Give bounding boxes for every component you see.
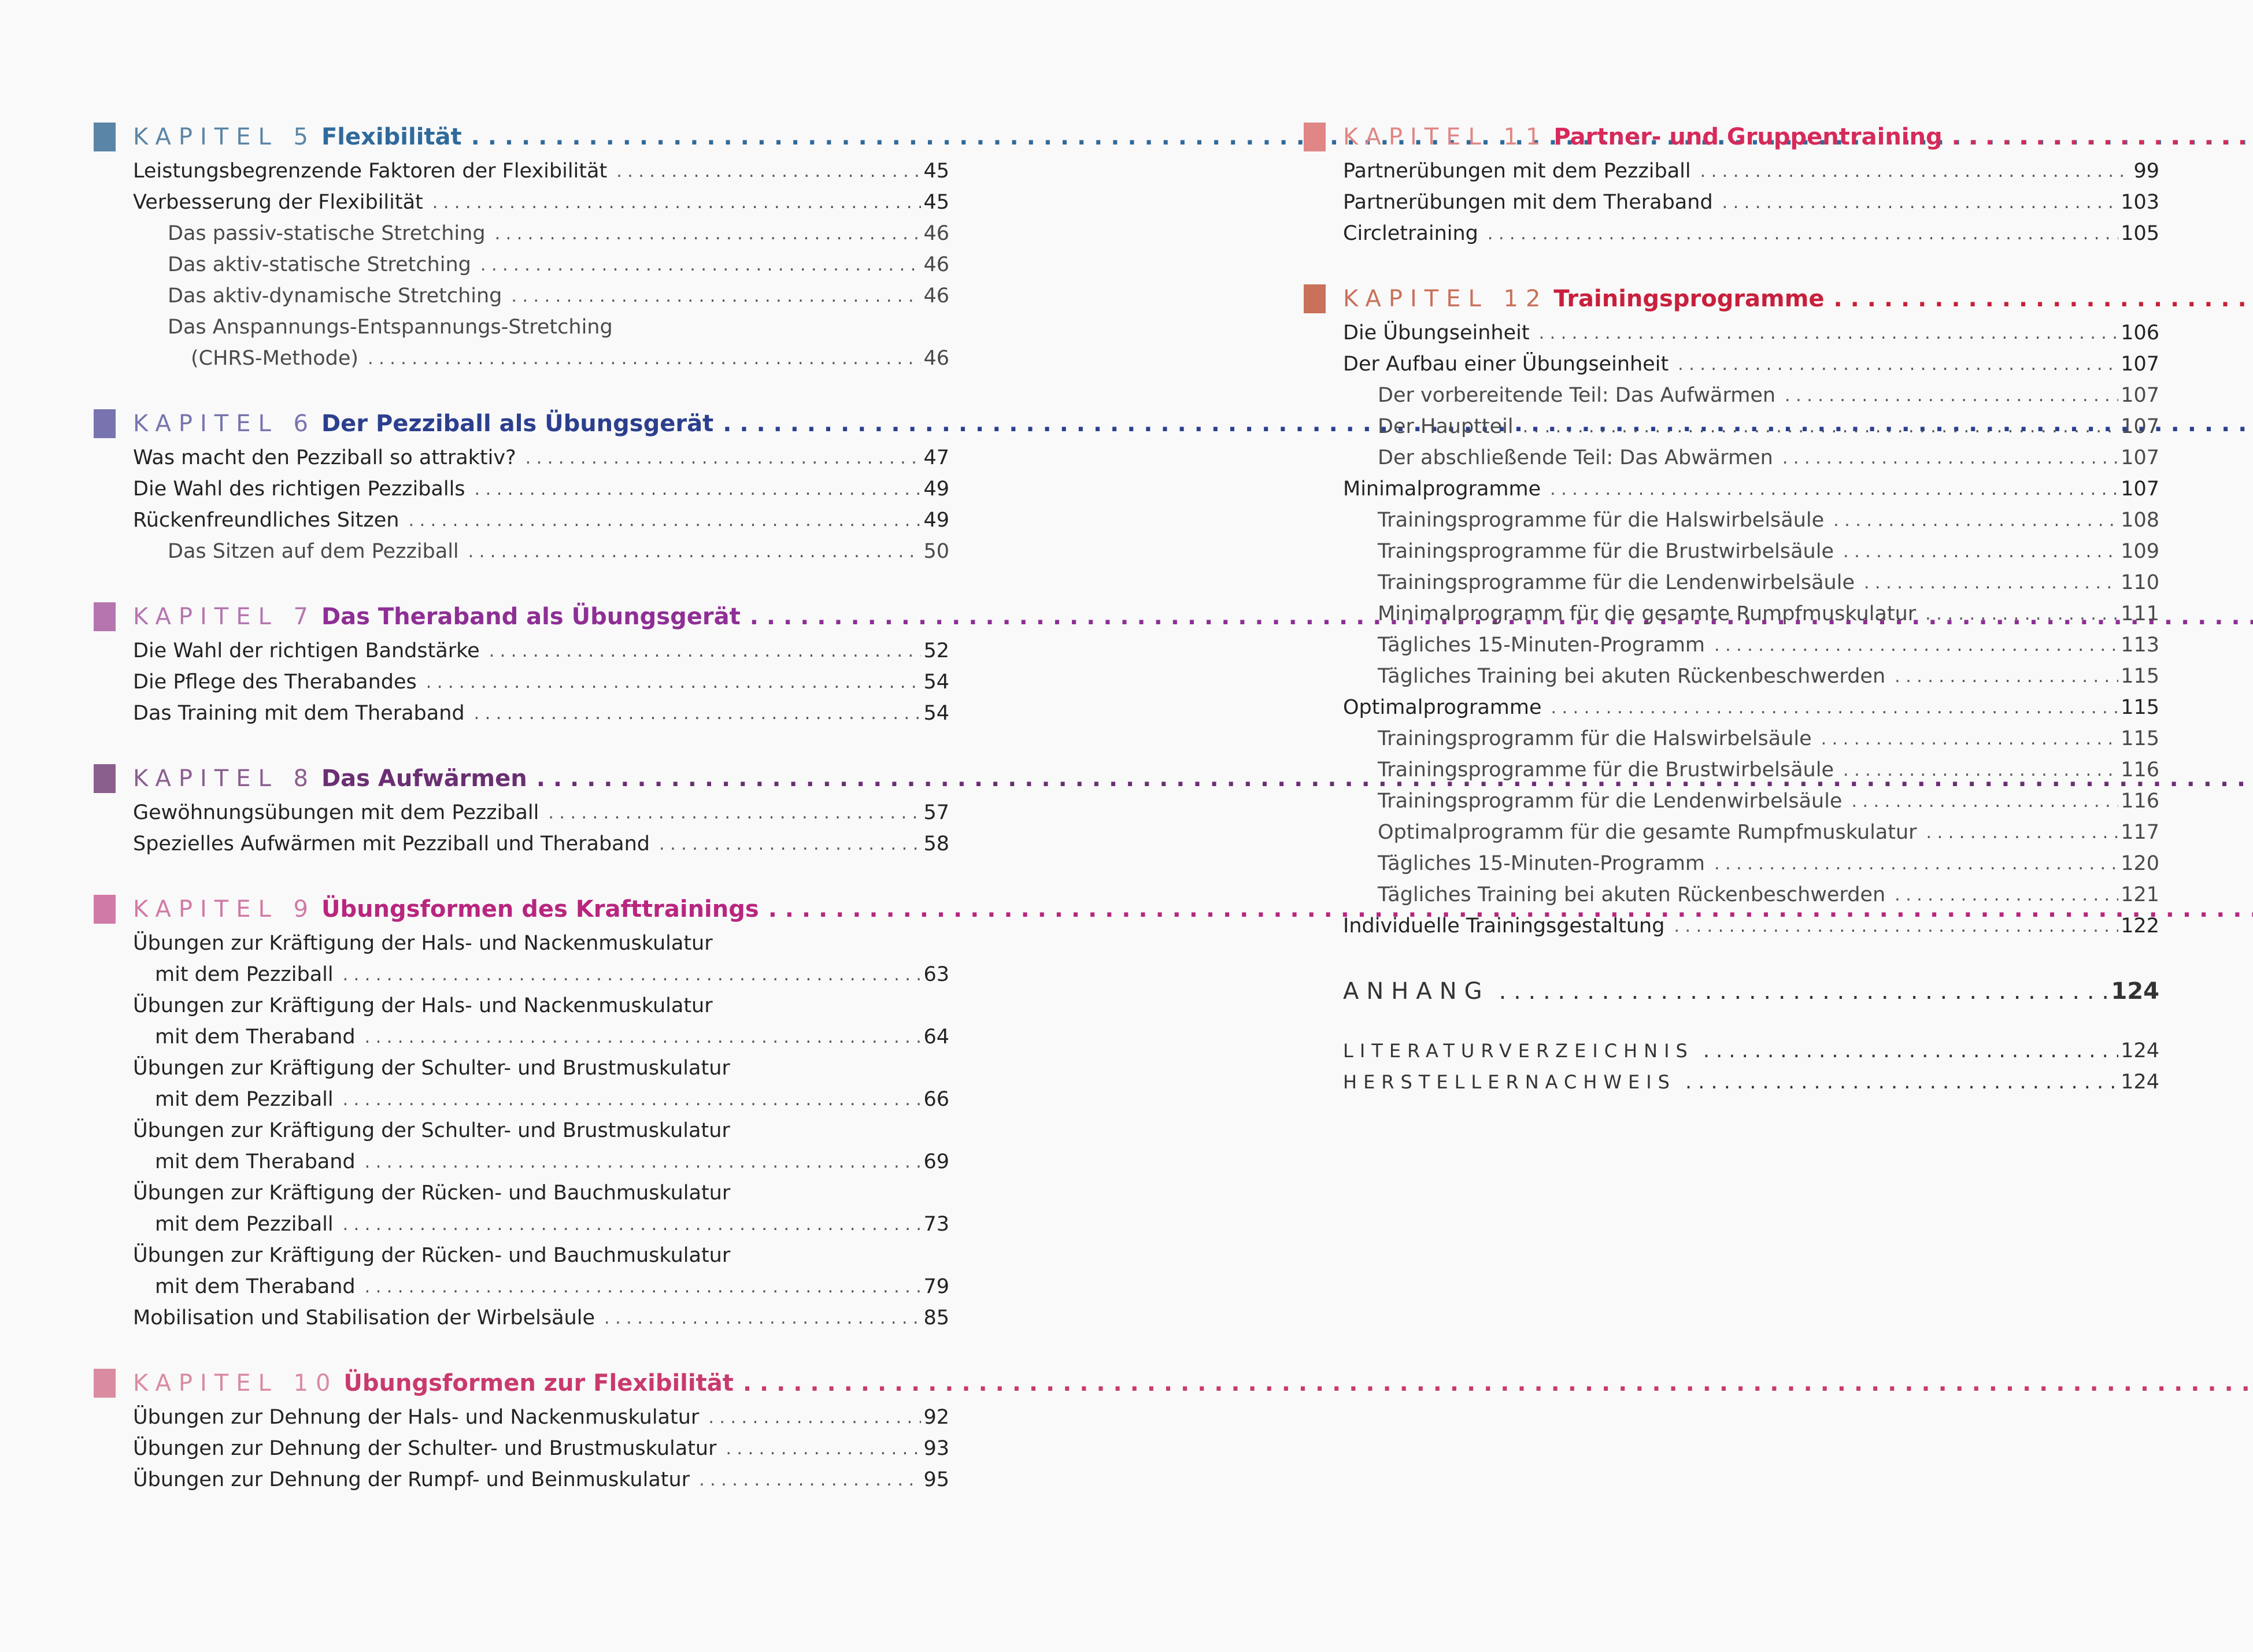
toc-entry[interactable] xyxy=(1343,910,2159,942)
toc-entry[interactable] xyxy=(133,797,949,828)
entry-page-number: 122 xyxy=(2121,914,2159,938)
entry-page-number: 116 xyxy=(2121,758,2159,781)
toc-entry[interactable] xyxy=(133,990,949,1021)
entry-title: Trainingsprogramme für die Lendenwirbelsäule xyxy=(1378,571,1855,594)
toc-entry[interactable] xyxy=(133,1433,949,1464)
dot-leader xyxy=(343,1090,922,1110)
toc-entry[interactable] xyxy=(133,1240,949,1271)
dot-leader xyxy=(1925,604,2118,624)
toc-entry[interactable] xyxy=(1378,380,2159,411)
entry-title: Mobilisation und Stabilisation der Wirbelsäule xyxy=(133,1306,595,1329)
toc-entry[interactable] xyxy=(155,1021,949,1053)
entry-title: Tägliches 15-Minuten-Programm xyxy=(1378,852,1706,875)
appendix-title: ANHANG xyxy=(1343,978,1490,1005)
entry-page-number: 105 xyxy=(2121,222,2159,245)
dot-leader xyxy=(1674,916,2118,936)
entry-page-number: 66 xyxy=(923,1088,949,1111)
dot-leader xyxy=(1843,760,2118,780)
toc-entry[interactable] xyxy=(1343,218,2159,249)
toc-entry[interactable] xyxy=(1378,723,2159,754)
entry-title: Rückenfreundliches Sitzen xyxy=(133,509,399,532)
entry-page-number: 116 xyxy=(2121,790,2159,813)
entry-title: mit dem Pezziball xyxy=(155,1088,334,1111)
entry-title: mit dem Theraband xyxy=(155,1275,356,1298)
entry-title: Partnerübungen mit dem Theraband xyxy=(1343,191,1713,214)
entry-page-number: 93 xyxy=(923,1437,949,1460)
dot-leader xyxy=(1785,386,2118,406)
toc-chapter xyxy=(94,118,949,374)
chapter-color-marker xyxy=(1304,123,1326,151)
entry-page-number: 99 xyxy=(2133,160,2159,183)
dot-leader xyxy=(1499,978,2109,1005)
toc-entry[interactable] xyxy=(1378,786,2159,817)
dot-leader xyxy=(489,641,922,661)
entry-page-number: 58 xyxy=(923,832,949,855)
toc-entry[interactable] xyxy=(133,635,949,666)
dot-leader xyxy=(1523,417,2119,437)
entry-title: Leistungsbegrenzende Faktoren der Flexibilität xyxy=(133,160,608,183)
toc-entry[interactable] xyxy=(1343,317,2159,349)
dot-leader xyxy=(468,542,922,562)
chapter-heading[interactable] xyxy=(1304,118,2159,155)
entry-title: Tägliches Training bei akuten Rückenbeschwerden xyxy=(1378,883,1886,906)
entry-title: Trainingsprogramm für die Lendenwirbelsäule xyxy=(1378,790,1843,813)
dot-leader xyxy=(1488,224,2118,244)
dot-leader xyxy=(1851,791,2118,812)
toc-left-column xyxy=(94,118,949,1495)
toc-entry[interactable] xyxy=(133,1115,949,1146)
dot-leader xyxy=(699,1470,921,1490)
toc-entry[interactable] xyxy=(155,959,949,990)
appendix-page-number: 124 xyxy=(2111,978,2159,1005)
entry-title: Verbesserung der Flexibilität xyxy=(133,191,423,214)
entry-page-number: 46 xyxy=(923,284,949,308)
entry-page-number: 49 xyxy=(923,477,949,501)
chapter-number: KAPITEL 7 xyxy=(133,603,316,630)
appendix-entry-page: 124 xyxy=(2121,1071,2159,1094)
entry-title: Individuelle Trainingsgestaltung xyxy=(1343,914,1665,938)
chapter-heading[interactable] xyxy=(94,891,949,928)
chapter-heading-row xyxy=(133,1370,2253,1397)
toc-entry[interactable] xyxy=(133,928,949,959)
appendix-entry[interactable] xyxy=(1343,1066,2159,1098)
toc-entry[interactable] xyxy=(1378,505,2159,536)
dot-leader xyxy=(1834,286,2253,312)
entry-title: Übungen zur Kräftigung der Hals- und Nackenmuskulatur xyxy=(133,932,713,955)
entry-title: Übungen zur Kräftigung der Rücken- und Bauchmuskulatur xyxy=(133,1244,731,1267)
entry-title: Trainingsprogramme für die Brustwirbelsäule xyxy=(1378,758,1834,781)
entry-title: Übungen zur Kräftigung der Hals- und Nackenmuskulatur xyxy=(133,994,713,1017)
entry-title: Der abschließende Teil: Das Abwärmen xyxy=(1378,446,1773,469)
entry-page-number: 111 xyxy=(2121,602,2159,625)
dot-leader xyxy=(604,1308,921,1328)
entry-title: Optimalprogramm für die gesamte Rumpfmuskulatur xyxy=(1378,821,1917,844)
toc-entry[interactable] xyxy=(1378,879,2159,910)
toc-chapter xyxy=(94,405,949,567)
entry-title: Was macht den Pezziball so attraktiv? xyxy=(133,446,516,469)
dot-leader xyxy=(365,1152,922,1172)
toc-entry[interactable] xyxy=(133,473,949,505)
toc-entry[interactable] xyxy=(168,249,949,280)
dot-leader xyxy=(1700,161,2132,182)
chapter-number: KAPITEL 12 xyxy=(1343,286,1548,312)
entry-title: Trainingsprogramm für die Halswirbelsäule xyxy=(1378,727,1812,750)
entry-page-number: 79 xyxy=(923,1275,949,1298)
chapter-number: KAPITEL 8 xyxy=(133,765,316,792)
dot-leader xyxy=(548,803,921,823)
dot-leader xyxy=(1703,1039,2118,1062)
appendix-heading[interactable] xyxy=(1343,973,2159,1010)
dot-leader xyxy=(426,672,922,692)
chapter-title: Der Pezziball als Übungsgerät xyxy=(321,410,714,437)
entry-page-number: 47 xyxy=(923,446,949,469)
chapter-heading[interactable] xyxy=(94,598,949,635)
entry-page-number: 106 xyxy=(2121,321,2159,345)
appendix-entry[interactable] xyxy=(1343,1035,2159,1066)
dot-leader xyxy=(368,349,921,369)
chapter-number: KAPITEL 6 xyxy=(133,410,316,437)
entry-page-number: 45 xyxy=(923,191,949,214)
chapter-title: Trainingsprogramme xyxy=(1553,286,1825,312)
entry-page-number: 107 xyxy=(2121,384,2159,407)
dot-leader xyxy=(1895,885,2118,905)
toc-entry[interactable] xyxy=(1343,187,2159,218)
dot-leader xyxy=(708,1407,921,1428)
entry-page-number: 115 xyxy=(2121,727,2159,750)
entry-page-number: 103 xyxy=(2121,191,2159,214)
toc-entry[interactable] xyxy=(1378,411,2159,442)
toc-entry[interactable] xyxy=(1378,661,2159,692)
dot-leader xyxy=(1714,635,2118,655)
dot-leader xyxy=(1714,854,2118,874)
entry-page-number: 113 xyxy=(2121,634,2159,657)
entry-page-number: 46 xyxy=(923,253,949,276)
toc-entry[interactable] xyxy=(168,218,949,249)
entry-title: Minimalprogramme xyxy=(1343,477,1541,501)
entry-title: Der Hauptteil xyxy=(1378,415,1514,438)
entry-title: Das aktiv-dynamische Stretching xyxy=(168,284,502,308)
entry-page-number: 57 xyxy=(923,801,949,824)
entry-page-number: 64 xyxy=(923,1025,949,1049)
entry-page-number: 115 xyxy=(2121,665,2159,688)
dot-leader xyxy=(1685,1071,2118,1094)
entry-title: Übungen zur Kräftigung der Rücken- und Bauchmuskulatur xyxy=(133,1181,731,1205)
entry-page-number: 108 xyxy=(2121,509,2159,532)
entry-page-number: 107 xyxy=(2121,446,2159,469)
chapter-color-marker xyxy=(94,1369,116,1398)
chapter-color-marker xyxy=(94,895,116,924)
entry-page-number: 107 xyxy=(2121,477,2159,501)
entry-title: Partnerübungen mit dem Pezziball xyxy=(1343,160,1691,183)
dot-leader xyxy=(1895,666,2118,687)
entry-page-number: 85 xyxy=(923,1306,949,1329)
spacer xyxy=(1304,1010,2159,1035)
appendix-entry-title: LITERATURVERZEICHNIS xyxy=(1343,1040,1694,1062)
entry-title: Tägliches Training bei akuten Rückenbeschwerden xyxy=(1378,665,1886,688)
appendix-section xyxy=(1304,973,2159,1098)
entry-title: mit dem Pezziball xyxy=(155,1213,334,1236)
entry-title: Trainingsprogramme für die Brustwirbelsäule xyxy=(1378,540,1834,563)
dot-leader xyxy=(432,192,922,213)
entry-title: Spezielles Aufwärmen mit Pezziball und Theraband xyxy=(133,832,650,855)
toc-entry[interactable] xyxy=(1378,442,2159,473)
chapter-color-marker xyxy=(94,409,116,438)
dot-leader xyxy=(343,965,922,985)
dot-leader xyxy=(616,161,921,182)
toc-entry[interactable] xyxy=(133,698,949,729)
toc-entry[interactable] xyxy=(133,666,949,698)
chapter-number: KAPITEL 9 xyxy=(133,896,316,923)
toc-entry[interactable] xyxy=(1378,598,2159,629)
dot-leader xyxy=(1782,448,2118,468)
toc-entry[interactable] xyxy=(1378,754,2159,786)
chapter-title: Flexibilität xyxy=(321,124,462,150)
toc-entry[interactable] xyxy=(1343,349,2159,380)
entry-page-number: 107 xyxy=(2121,353,2159,376)
dot-leader xyxy=(511,286,921,306)
entry-title: Übungen zur Dehnung der Schulter- und Brustmuskulatur xyxy=(133,1437,717,1460)
dot-leader xyxy=(495,224,922,244)
entry-title: Das Anspannungs-Entspannungs-Stretching xyxy=(168,316,613,339)
toc-entry[interactable] xyxy=(133,1177,949,1209)
dot-leader xyxy=(343,1214,922,1235)
toc-entry[interactable] xyxy=(155,1146,949,1177)
dot-leader xyxy=(659,834,921,854)
chapter-color-marker xyxy=(94,123,116,151)
toc-chapter xyxy=(94,760,949,860)
entry-page-number: 45 xyxy=(923,160,949,183)
entry-title: mit dem Pezziball xyxy=(155,963,334,986)
dot-leader xyxy=(1952,124,2253,150)
entry-page-number: 109 xyxy=(2121,540,2159,563)
entry-title: Das aktiv-statische Stretching xyxy=(168,253,471,276)
dot-leader xyxy=(1551,698,2119,718)
dot-leader xyxy=(1864,573,2118,593)
toc-right-column xyxy=(1304,118,2159,1098)
entry-page-number: 54 xyxy=(923,702,949,725)
toc-entry[interactable] xyxy=(168,536,949,567)
toc-entry[interactable] xyxy=(1343,155,2159,187)
chapter-color-marker xyxy=(94,764,116,793)
entry-title: Optimalprogramme xyxy=(1343,696,1542,719)
dot-leader xyxy=(726,1439,921,1459)
dot-leader xyxy=(1678,354,2118,375)
entry-page-number: 50 xyxy=(923,540,949,563)
chapter-number: KAPITEL 5 xyxy=(133,124,316,150)
toc-entry[interactable] xyxy=(133,1402,949,1433)
dot-leader xyxy=(1550,479,2118,499)
entry-title: Übungen zur Kräftigung der Schulter- und Brustmuskulatur xyxy=(133,1119,730,1142)
chapter-heading-row xyxy=(1343,124,2253,150)
chapter-title: Das Aufwärmen xyxy=(321,765,527,792)
entry-page-number: 63 xyxy=(923,963,949,986)
dot-leader xyxy=(1722,192,2119,213)
entry-title: Trainingsprogramme für die Halswirbelsäule xyxy=(1378,509,1825,532)
chapter-number: KAPITEL 10 xyxy=(133,1370,338,1397)
entry-title: Die Pflege des Therabandes xyxy=(133,671,417,694)
toc-entry[interactable] xyxy=(1378,848,2159,879)
dot-leader xyxy=(1833,510,2118,531)
toc-entry[interactable] xyxy=(191,343,949,374)
chapter-title: Partner- und Gruppentraining xyxy=(1553,124,1943,150)
entry-page-number: 54 xyxy=(923,671,949,694)
entry-page-number: 52 xyxy=(923,639,949,662)
chapter-color-marker xyxy=(94,602,116,631)
chapter-color-marker xyxy=(1304,284,1326,313)
entry-title: Der Aufbau einer Übungseinheit xyxy=(1343,353,1669,376)
dot-leader xyxy=(480,255,922,275)
entry-title: (CHRS-Methode) xyxy=(191,347,359,370)
entry-page-number: 49 xyxy=(923,509,949,532)
toc-chapter xyxy=(94,1365,949,1495)
chapter-heading[interactable] xyxy=(94,1365,949,1402)
dot-leader xyxy=(1843,542,2118,562)
toc-entry[interactable] xyxy=(1378,817,2159,848)
entry-title: Das Training mit dem Theraband xyxy=(133,702,465,725)
entry-title: Gewöhnungsübungen mit dem Pezziball xyxy=(133,801,539,824)
toc-entry[interactable] xyxy=(133,1464,949,1495)
toc-chapter xyxy=(1304,118,2159,249)
chapter-heading[interactable] xyxy=(1304,280,2159,317)
entry-page-number: 110 xyxy=(2121,571,2159,594)
dot-leader xyxy=(475,479,922,499)
toc-chapter xyxy=(94,598,949,729)
entry-title: Übungen zur Dehnung der Rumpf- und Beinmuskulatur xyxy=(133,1468,690,1491)
chapter-title: Übungsformen zur Flexibilität xyxy=(343,1370,734,1397)
entry-title: Übungen zur Dehnung der Hals- und Nackenmuskulatur xyxy=(133,1406,700,1429)
entry-title: Das passiv-statische Stretching xyxy=(168,222,486,245)
entry-page-number: 121 xyxy=(2121,883,2159,906)
dot-leader xyxy=(526,448,922,468)
appendix-entry-page: 124 xyxy=(2121,1039,2159,1062)
toc-entry[interactable] xyxy=(133,187,949,218)
entry-title: Die Übungseinheit xyxy=(1343,321,1530,345)
entry-page-number: 120 xyxy=(2121,852,2159,875)
toc-chapter xyxy=(1304,280,2159,942)
toc-entry[interactable] xyxy=(1343,692,2159,723)
entry-title: Übungen zur Kräftigung der Schulter- und Brustmuskulatur xyxy=(133,1057,730,1080)
toc-entry[interactable] xyxy=(1378,536,2159,567)
entry-title: mit dem Theraband xyxy=(155,1025,356,1049)
entry-title: Der vorbereitende Teil: Das Aufwärmen xyxy=(1378,384,1776,407)
entry-title: Die Wahl des richtigen Pezziballs xyxy=(133,477,465,501)
entry-page-number: 107 xyxy=(2121,415,2159,438)
toc-entry[interactable] xyxy=(168,280,949,312)
entry-page-number: 73 xyxy=(923,1213,949,1236)
toc-entry[interactable] xyxy=(1343,473,2159,505)
toc-entry[interactable] xyxy=(155,1084,949,1115)
chapter-title: Übungsformen des Krafttrainings xyxy=(321,896,759,923)
entry-title: Die Wahl der richtigen Bandstärke xyxy=(133,639,480,662)
chapter-heading[interactable] xyxy=(94,760,949,797)
chapter-heading[interactable] xyxy=(94,118,949,155)
toc-entry[interactable] xyxy=(1378,567,2159,598)
toc-entry[interactable] xyxy=(168,312,949,343)
toc-entry[interactable] xyxy=(133,1053,949,1084)
toc-entry[interactable] xyxy=(133,1302,949,1334)
entry-page-number: 46 xyxy=(923,347,949,370)
toc-entry[interactable] xyxy=(133,505,949,536)
toc-entry[interactable] xyxy=(155,1271,949,1302)
dot-leader xyxy=(409,510,922,531)
entry-page-number: 95 xyxy=(923,1468,949,1491)
dot-leader xyxy=(1821,729,2119,749)
entry-title: Circletraining xyxy=(1343,222,1478,245)
entry-page-number: 69 xyxy=(923,1150,949,1173)
dot-leader xyxy=(365,1277,922,1297)
entry-page-number: 115 xyxy=(2121,696,2159,719)
chapter-number: KAPITEL 11 xyxy=(1343,124,1548,150)
toc-entry[interactable] xyxy=(133,828,949,860)
dot-leader xyxy=(474,703,922,724)
dot-leader xyxy=(1926,823,2119,843)
chapter-heading[interactable] xyxy=(94,405,949,442)
toc-entry[interactable] xyxy=(155,1209,949,1240)
toc-entry[interactable] xyxy=(1378,629,2159,661)
entry-title: Minimalprogramm für die gesamte Rumpfmuskulatur xyxy=(1378,602,1917,625)
entry-page-number: 46 xyxy=(923,222,949,245)
dot-leader xyxy=(365,1027,922,1047)
dot-leader xyxy=(1539,323,2119,343)
entry-page-number: 92 xyxy=(923,1406,949,1429)
toc-entry[interactable] xyxy=(133,155,949,187)
entry-title: Tägliches 15-Minuten-Programm xyxy=(1378,634,1706,657)
entry-title: Das Sitzen auf dem Pezziball xyxy=(168,540,459,563)
chapter-heading-row xyxy=(1343,286,2253,312)
entry-title: mit dem Theraband xyxy=(155,1150,356,1173)
chapter-title: Das Theraband als Übungsgerät xyxy=(321,603,741,630)
toc-chapter xyxy=(94,891,949,1334)
entry-page-number: 117 xyxy=(2121,821,2159,844)
dot-leader xyxy=(743,1370,2253,1397)
toc-entry[interactable] xyxy=(133,442,949,473)
appendix-entry-title: HERSTELLERNACHWEIS xyxy=(1343,1071,1676,1093)
